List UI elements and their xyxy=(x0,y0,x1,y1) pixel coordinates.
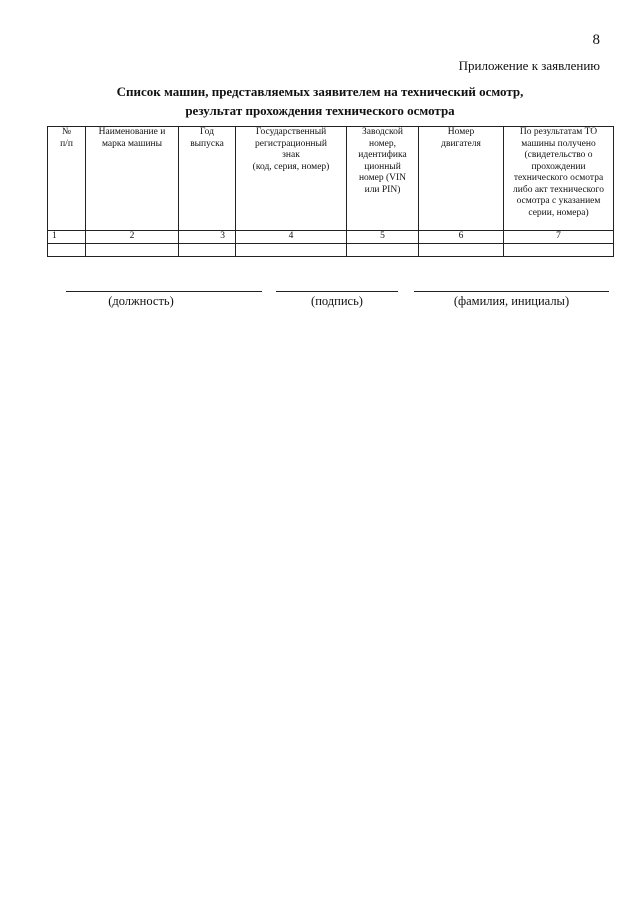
header-cell-factory-number xyxy=(347,127,419,231)
column-number: 4 xyxy=(236,231,347,244)
header-text: Заводской номер, идентифика ционный номер (VIN или PIN) xyxy=(358,127,407,195)
column-number: 1 xyxy=(48,231,86,244)
document-title-line-2: результат прохождения технического осмотра xyxy=(185,103,455,118)
column-number: 3 xyxy=(179,231,236,244)
header-text: Год выпуска xyxy=(190,127,224,149)
empty-cell[interactable] xyxy=(419,244,504,257)
header-cell-engine-number xyxy=(419,127,504,231)
empty-cell[interactable] xyxy=(48,244,86,257)
header-text: По результатам ТО машины получено (свидетельство о прохождении технического осмотра либо акт технического осмотра с указанием серии, номера) xyxy=(513,127,604,218)
document-title-line-1: Список машин, представляемых заявителем на технический осмотр, xyxy=(116,84,524,99)
signature-line[interactable] xyxy=(276,291,398,292)
column-number: 5 xyxy=(347,231,419,244)
header-text: Номер двигателя xyxy=(441,127,481,149)
header-text: Государственный регистрационный знак (код, серия, номер) xyxy=(252,127,330,172)
machines-table xyxy=(47,126,614,257)
header-cell-year xyxy=(179,127,236,231)
appendix-label: Приложение к заявлению xyxy=(458,58,600,73)
empty-cell[interactable] xyxy=(504,244,614,257)
empty-cell[interactable] xyxy=(347,244,419,257)
column-number: 6 xyxy=(419,231,504,244)
header-cell-result xyxy=(504,127,614,231)
header-text: Наименование и марка машины xyxy=(98,127,166,149)
header-cell-reg-sign xyxy=(236,127,347,231)
header-cell-number xyxy=(48,127,86,231)
header-text: № п/п xyxy=(60,127,73,149)
position-line[interactable] xyxy=(66,291,262,292)
name-line[interactable] xyxy=(414,291,609,292)
table-numbering-row xyxy=(48,231,614,244)
empty-cell[interactable] xyxy=(86,244,179,257)
table-header-row xyxy=(48,127,614,231)
page-number: 8 xyxy=(592,32,600,48)
signature-label: (подпись) xyxy=(311,294,363,308)
column-number: 7 xyxy=(504,231,614,244)
table-row xyxy=(48,244,614,257)
empty-cell[interactable] xyxy=(179,244,236,257)
name-label: (фамилия, инициалы) xyxy=(453,294,570,308)
empty-cell[interactable] xyxy=(236,244,347,257)
header-cell-name xyxy=(86,127,179,231)
position-label: (должность) xyxy=(108,294,174,308)
column-number: 2 xyxy=(86,231,179,244)
